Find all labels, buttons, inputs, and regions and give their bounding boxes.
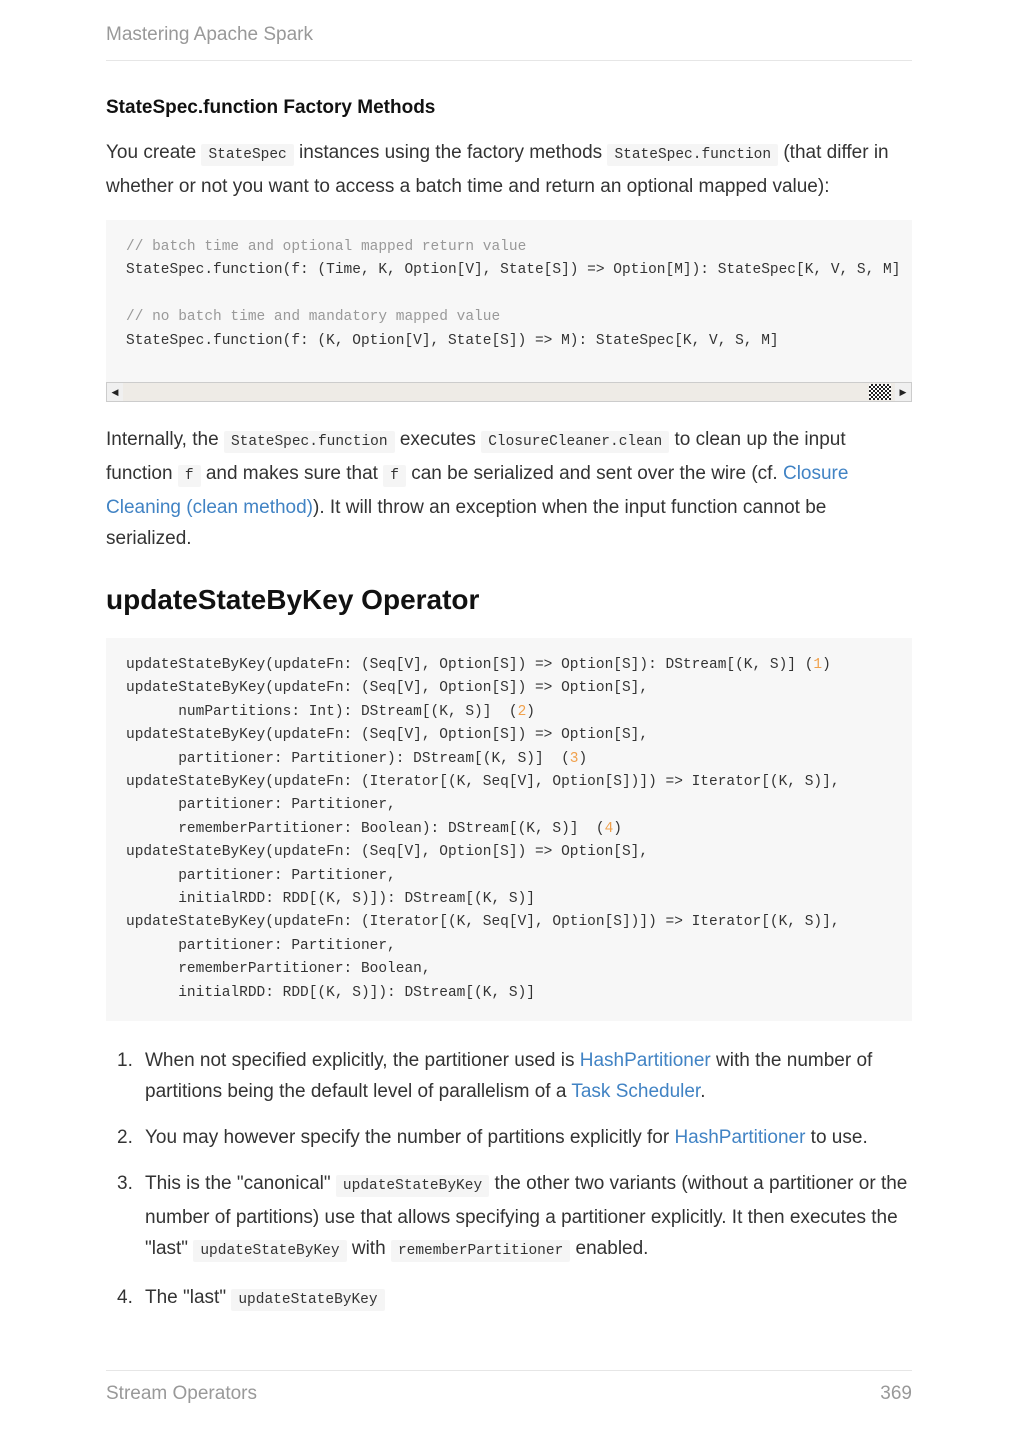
code-line [126,794,912,817]
code-text: partitioner: Partitioner, [126,937,396,954]
code-line [126,888,912,911]
section-heading: StateSpec.function Factory Methods [106,97,436,118]
paragraph [106,137,912,202]
text: Internally, the [106,429,224,450]
code-text: numPartitions: Int): DStream[(K, S)] [126,703,509,720]
hashpartitioner-link[interactable]: HashPartitioner [674,1127,806,1149]
list-number: 2. [117,1127,133,1149]
text: . [700,1081,706,1103]
list-item [106,1045,912,1107]
code-text: updateStateByKey(updateFn: (Seq[V], Option[S]) => Option[S], [126,844,649,861]
task-scheduler-link[interactable]: Task Scheduler [571,1081,701,1103]
list-number: 1. [117,1050,133,1072]
page-content [106,97,912,1331]
code-text: updateStateByKey(updateFn: (Iterator[(K, Seq[V], Option[S])]) => Iterator[(K, S)], [126,914,840,931]
code-block [106,638,912,1021]
closure-cleaning-link[interactable]: Closure Cleaning (clean method) [106,463,849,518]
code-line [126,935,912,958]
footer-section: Stream Operators [106,1383,257,1404]
code-line: updateStateByKey(updateFn: (Seq[V], Option[S]) => Option[S]): DStream[(K, S)] (1) [126,657,831,673]
code-line: partitioner: Partitioner): DStream[(K, S)] (3) [126,750,588,767]
text: You create [106,142,202,163]
text: The "last" [145,1287,232,1309]
page-number: 369 [880,1383,912,1404]
code-line [126,771,912,794]
list-item [106,1168,912,1267]
text: with [351,1238,391,1260]
code-text: partitioner: Partitioner, [126,867,396,884]
text: instances using the factory methods [299,142,608,163]
text: (that differ in whether or not you want to access a batch time and return an optional mapped value): [106,142,889,197]
text: to clean up the input function [106,429,846,484]
callout-number: 1 [813,657,823,673]
code-text: updateStateByKey(updateFn: (Seq[V], Option[S]) => Option[S], [126,680,649,697]
list-item [106,1282,912,1316]
scroll-left-arrow-icon[interactable]: ◀ [107,383,123,401]
section-heading: updateStateByKey Operator [106,584,480,615]
code-text: updateStateByKey(updateFn: (Seq[V], Option[S]) => Option[S]): DStream[(K, S)] [126,657,805,673]
text: ). It will throw an exception when the input function cannot be serialized. [106,497,827,549]
text: and makes sure that [205,463,384,484]
code-line: numPartitions: Int): DStream[(K, S)] (2) [126,703,535,720]
code-text: initialRDD: RDD[(K, S)]): DStream[(K, S)] [126,891,535,908]
text: executes [399,429,482,450]
code-line [126,841,912,864]
code-text: rememberPartitioner: Boolean): DStream[(K, S)] [126,820,596,837]
inline-code: updateStateByKey [193,1240,346,1262]
horizontal-scrollbar[interactable] [106,382,912,402]
code-line [126,982,912,1005]
code-text: partitioner: Partitioner, [126,797,396,814]
code-text: rememberPartitioner: Boolean, [126,961,431,978]
inline-code: updateStateByKey [336,1175,489,1197]
list-number: 3. [117,1173,133,1195]
inline-code: StateSpec.function [224,431,395,453]
page-footer [106,1370,912,1405]
callout-number: 2 [517,703,527,720]
text: the other two variants (without a partitioner or the number of partitions) use that allows specifying a partitioner explicitly. It then executes the "last" [145,1173,908,1260]
paragraph [106,424,912,554]
text: to use. [805,1127,868,1149]
code-text: updateStateByKey(updateFn: (Seq[V], Option[S]) => Option[S], [126,727,649,744]
inline-code: StateSpec [201,144,293,166]
code-text: initialRDD: RDD[(K, S)]): DStream[(K, S)] [126,984,535,1001]
text: This is the "canonical" [145,1173,336,1195]
code-text: updateStateByKey(updateFn: (Iterator[(K, Seq[V], Option[S])]) => Iterator[(K, S)], [126,774,840,791]
code-block [106,220,912,382]
code-line: rememberPartitioner: Boolean): DStream[(K, S)] (4) [126,820,622,837]
inline-code: updateStateByKey [231,1289,384,1311]
list-item [106,1122,912,1153]
code-line [126,911,912,934]
text: When not specified explicitly, the partitioner used is [145,1050,580,1072]
running-header: Mastering Apache Spark [106,24,912,61]
code-text: partitioner: Partitioner): DStream[(K, S)] [126,750,562,767]
code-line [126,958,912,981]
code-line [126,724,912,747]
list-number: 4. [117,1287,133,1309]
code-line: StateSpec.function(f: (Time, K, Option[V], State[S]) => Option[M]): StateSpec[K, V, S, M] [126,262,901,279]
callout-list [106,1045,912,1316]
code-line [126,677,912,700]
code-line [126,283,912,306]
inline-code: StateSpec.function [607,144,778,166]
inline-code: f [383,465,406,487]
text: You may however specify the number of partitions explicitly for [145,1127,675,1149]
code-line [126,865,912,888]
scrollbar-thumb[interactable] [869,384,891,400]
hashpartitioner-link[interactable]: HashPartitioner [579,1050,711,1072]
inline-code: ClosureCleaner.clean [481,431,669,453]
code-comment: // batch time and optional mapped return value [126,239,527,255]
text: enabled. [575,1238,649,1260]
inline-code: rememberPartitioner [391,1240,570,1262]
text: with the number of partitions being the default level of parallelism of a [145,1050,873,1103]
code-line: StateSpec.function(f: (K, Option[V], State[S]) => M): StateSpec[K, V, S, M] [126,332,779,349]
callout-number: 3 [569,750,579,767]
text: can be serialized and sent over the wire (cf. [411,463,783,484]
callout-number: 4 [604,820,614,837]
scroll-right-arrow-icon[interactable]: ▶ [895,383,911,401]
inline-code: f [178,465,201,487]
code-comment: // no batch time and mandatory mapped value [126,309,501,326]
